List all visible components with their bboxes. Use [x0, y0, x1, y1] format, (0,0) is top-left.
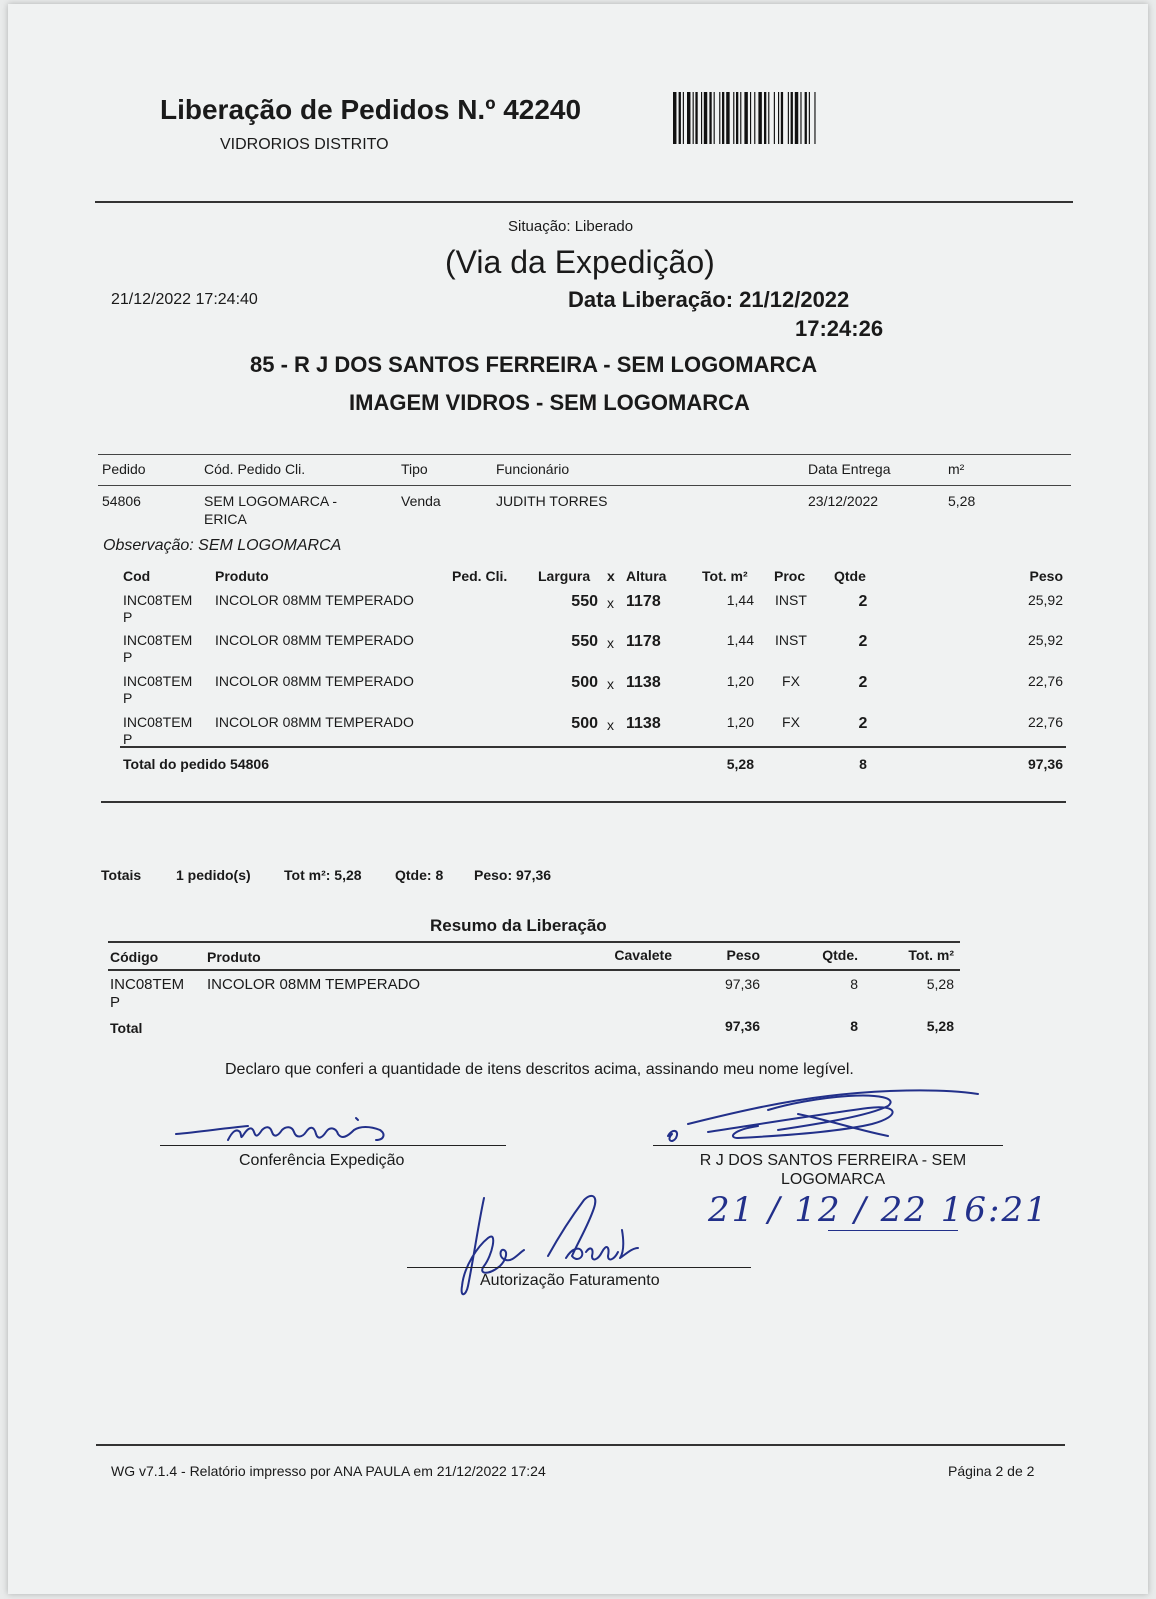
- autorizacao-line: [407, 1267, 751, 1268]
- items-col-qtde: Qtde: [834, 568, 866, 584]
- barcode-bar: [788, 92, 789, 144]
- items-col-altura: Altura: [626, 568, 667, 584]
- item-x: x: [607, 595, 614, 611]
- barcode-bar: [693, 92, 694, 144]
- resumo-col-codigo: Código: [110, 949, 159, 965]
- item-peso: 25,92: [1027, 592, 1063, 608]
- header-divider: [95, 201, 1073, 203]
- resumo-col-cavalete: Cavalete: [614, 947, 672, 963]
- item-produto: INCOLOR 08MM TEMPERADO: [215, 714, 414, 730]
- barcode-bar: [709, 92, 711, 144]
- data-liberacao: Data Liberação: 21/12/2022: [568, 287, 850, 312]
- item-cod: INC08TEM: [123, 673, 193, 689]
- resumo-codigo: INC08TEM: [110, 976, 185, 993]
- barcode-bar: [744, 92, 747, 144]
- barcode-bar: [781, 92, 783, 144]
- totais-peso: Peso: 97,36: [474, 867, 552, 883]
- item-produto: INCOLOR 08MM TEMPERADO: [215, 673, 414, 689]
- barcode-bar: [774, 92, 775, 144]
- item-cod: INC08TEM: [123, 632, 193, 648]
- barcode-bar: [714, 92, 715, 144]
- order-block-end-rule: [101, 801, 1066, 803]
- totais-qtde: Qtde: 8: [395, 867, 444, 883]
- item-altura: 1138: [626, 715, 661, 732]
- print-datetime: 21/12/2022 17:24:40: [111, 291, 258, 308]
- resumo-tot-m2: 5,28: [926, 976, 954, 992]
- barcode-bar: [814, 92, 815, 144]
- item-tot-m2: 1,20: [726, 673, 754, 689]
- item-proc: INST: [775, 592, 807, 608]
- resumo-header-rule: [108, 969, 960, 971]
- barcode-bar: [764, 92, 766, 144]
- item-qtde: 2: [858, 715, 868, 732]
- item-qtde: 2: [858, 674, 868, 691]
- barcode-bar: [791, 92, 793, 144]
- item-largura: 500: [571, 674, 598, 691]
- item-tot-m2: 1,44: [726, 632, 754, 648]
- item-proc: FX: [782, 714, 800, 730]
- autorizacao-label: Autorização Faturamento: [480, 1272, 660, 1289]
- items-col-tot-m2: Tot. m²: [702, 568, 748, 584]
- barcode-bar: [805, 92, 807, 144]
- items-col-proc: Proc: [774, 568, 806, 584]
- document-title: Liberação de Pedidos N.º 42240: [160, 94, 582, 125]
- col-funcionario: Funcionário: [496, 461, 570, 477]
- handwritten-date: 21 / 12 / 22 16:21: [708, 1190, 1049, 1230]
- barcode-bar: [695, 92, 697, 144]
- item-largura: 550: [571, 633, 598, 650]
- item-altura: 1178: [626, 593, 661, 610]
- items-col-cod: Cod: [123, 568, 151, 584]
- barcode-bar: [740, 92, 741, 144]
- resumo-col-peso: Peso: [726, 947, 760, 963]
- resumo-col-tot-m2: Tot. m²: [908, 947, 954, 963]
- barcode-bar: [795, 92, 798, 144]
- resumo-qtde: 8: [850, 976, 858, 992]
- barcode: [673, 92, 849, 144]
- barcode-bar: [722, 92, 724, 144]
- order-table-top-rule: [98, 454, 1071, 455]
- client-signature-name: R J DOS SANTOS FERREIRA - SEM: [699, 1152, 967, 1169]
- barcode-bar: [673, 92, 676, 144]
- barcode-bar: [768, 92, 769, 144]
- order-total-qtde: 8: [859, 756, 867, 772]
- order-total-m2: 5,28: [726, 756, 754, 772]
- order-total-peso: 97,36: [1027, 756, 1063, 772]
- order-funcionario: JUDITH TORRES: [496, 493, 608, 509]
- order-cod-cli-1: SEM LOGOMARCA -: [204, 493, 338, 509]
- item-largura: 550: [571, 593, 598, 610]
- footer-page-number: Página 2 de 2: [948, 1463, 1035, 1479]
- conferencia-label: Conferência Expedição: [239, 1152, 405, 1169]
- item-cod-cont: P: [123, 609, 133, 625]
- item-cod: INC08TEM: [123, 714, 193, 730]
- barcode-bar: [754, 92, 755, 144]
- barcode-bar: [679, 92, 681, 144]
- hora-liberacao: 17:24:26: [795, 316, 884, 341]
- client-trade-name: IMAGEM VIDROS - SEM LOGOMARCA: [349, 390, 750, 415]
- footer-rule: [96, 1444, 1065, 1446]
- barcode-bar: [733, 92, 734, 144]
- barcode-bar: [719, 92, 720, 144]
- items-col-ped-cli: Ped. Cli.: [452, 568, 508, 584]
- resumo-peso: 97,36: [724, 976, 760, 992]
- order-total-label: Total do pedido 54806: [123, 756, 269, 772]
- totais-label: Totais: [101, 867, 142, 883]
- conferencia-signature: [170, 1112, 410, 1152]
- barcode-bar: [750, 92, 751, 144]
- item-cod: INC08TEM: [123, 592, 193, 608]
- item-qtde: 2: [858, 593, 868, 610]
- col-data-entrega: Data Entrega: [808, 461, 891, 477]
- item-x: x: [607, 676, 614, 692]
- col-pedido: Pedido: [102, 461, 146, 477]
- order-m2: 5,28: [948, 493, 976, 509]
- col-m2: m²: [948, 461, 965, 477]
- order-pedido: 54806: [102, 493, 141, 509]
- item-cod-cont: P: [123, 690, 133, 706]
- item-largura: 500: [571, 715, 598, 732]
- item-qtde: 2: [858, 633, 868, 650]
- resumo-produto: INCOLOR 08MM TEMPERADO: [207, 976, 421, 993]
- resumo-top-rule: [108, 941, 960, 943]
- resumo-col-qtde: Qtde.: [822, 947, 858, 963]
- item-produto: INCOLOR 08MM TEMPERADO: [215, 592, 414, 608]
- company-name: VIDRORIOS DISTRITO: [220, 136, 389, 153]
- item-produto: INCOLOR 08MM TEMPERADO: [215, 632, 414, 648]
- item-cod-cont: P: [123, 731, 133, 747]
- conferencia-line: [160, 1145, 506, 1146]
- col-tipo: Tipo: [401, 461, 428, 477]
- barcode-bar: [800, 92, 801, 144]
- handwritten-time-underline: [828, 1230, 958, 1231]
- client-name: 85 - R J DOS SANTOS FERREIRA - SEM LOGOMARCA: [250, 352, 818, 377]
- item-peso: 25,92: [1027, 632, 1063, 648]
- items-col-largura: Largura: [538, 568, 591, 584]
- resumo-col-produto: Produto: [207, 949, 261, 965]
- via-label: (Via da Expedição): [445, 244, 715, 280]
- totais-pedidos: 1 pedido(s): [176, 867, 251, 883]
- item-proc: FX: [782, 673, 800, 689]
- barcode-bar: [809, 92, 810, 144]
- barcode-bar: [726, 92, 729, 144]
- barcode-bar: [683, 92, 684, 144]
- declaration-text: Declaro que conferi a quantidade de itens descritos acima, assinando meu nome legível.: [225, 1061, 854, 1078]
- item-x: x: [607, 635, 614, 651]
- items-col-produto: Produto: [215, 568, 269, 584]
- barcode-bar: [736, 92, 738, 144]
- item-peso: 22,76: [1027, 673, 1063, 689]
- situacao-label: Situação: Liberado: [508, 218, 634, 235]
- barcode-bar: [704, 92, 707, 144]
- item-cod-cont: P: [123, 649, 133, 665]
- item-tot-m2: 1,20: [726, 714, 754, 730]
- col-cod-pedido-cli: Cód. Pedido Cli.: [204, 461, 306, 477]
- items-col-peso: Peso: [1029, 568, 1063, 584]
- resumo-total-tot-m2: 5,28: [926, 1018, 954, 1034]
- barcode-bar: [778, 92, 779, 144]
- order-cod-cli-2: ERICA: [204, 511, 247, 527]
- items-col-x: x: [607, 568, 615, 584]
- observacao: Observação: SEM LOGOMARCA: [103, 537, 342, 554]
- order-tipo: Venda: [401, 493, 441, 509]
- totais-m2: Tot m²: 5,28: [284, 867, 362, 883]
- barcode-bar: [758, 92, 761, 144]
- item-altura: 1178: [626, 633, 661, 650]
- document-page: [8, 4, 1148, 1594]
- item-peso: 22,76: [1027, 714, 1063, 730]
- item-x: x: [607, 717, 614, 733]
- barcode-bar: [701, 92, 702, 144]
- resumo-total-qtde: 8: [850, 1018, 858, 1034]
- footer-printed-by: WG v7.1.4 - Relatório impresso por ANA PAULA em 21/12/2022 17:24: [111, 1463, 546, 1479]
- barcode-graphic: [673, 92, 849, 144]
- client-signature-line: [653, 1145, 1003, 1146]
- barcode-bar: [687, 92, 690, 144]
- resumo-total-peso: 97,36: [724, 1018, 760, 1034]
- client-signature-name-cont: LOGOMARCA: [780, 1171, 885, 1188]
- resumo-total-label: Total: [110, 1020, 143, 1036]
- item-proc: INST: [775, 632, 807, 648]
- resumo-codigo-cont: P: [110, 994, 121, 1011]
- client-signature: [658, 1080, 998, 1150]
- item-altura: 1138: [626, 674, 661, 691]
- item-tot-m2: 1,44: [726, 592, 754, 608]
- resumo-title: Resumo da Liberação: [430, 916, 607, 935]
- order-data-entrega: 23/12/2022: [808, 493, 879, 509]
- order-table-header-rule: [98, 485, 1071, 486]
- items-total-rule: [120, 746, 1066, 748]
